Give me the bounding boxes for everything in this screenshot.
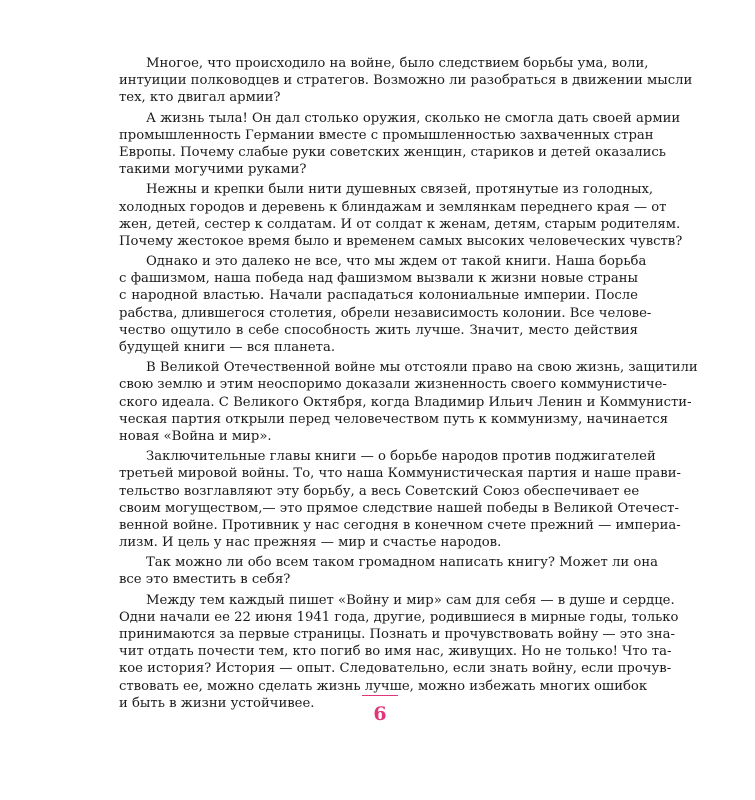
body-text bbox=[119, 55, 698, 712]
paragraph bbox=[119, 592, 679, 712]
text-line: чество ощутило в себе способность жить лучше. Значит, место действия bbox=[119, 322, 638, 338]
text-line: Между тем каждый пишет «Войну и мир» сам для себя — в душе и сердце. bbox=[146, 592, 675, 608]
page-number: 6 bbox=[373, 703, 387, 725]
text-line: все это вместить в себя? bbox=[119, 572, 291, 588]
text-line: ского идеала. С Великого Октября, когда Владимир Ильич Ленин и Коммунисти- bbox=[119, 394, 692, 410]
text-line: Заключительные главы книги — о борьбе народов против поджигателей bbox=[146, 449, 656, 465]
text-line: жен, детей, сестер к солдатам. И от солдат к женам, детям, старым родителям. bbox=[119, 216, 681, 232]
text-line: Европы. Почему слабые руки советских женщин, стариков и детей оказались bbox=[119, 144, 666, 160]
paragraph bbox=[119, 359, 698, 445]
text-line: лизм. И цель у нас прежняя — мир и счастье народов. bbox=[119, 535, 502, 551]
text-line: третьей мировой войны. То, что наша Коммунистическая партия и наше прави- bbox=[119, 466, 681, 482]
page-number-rule bbox=[362, 695, 398, 696]
text-line: и быть в жизни устойчивее. bbox=[119, 695, 315, 711]
text-line: кое история? История — опыт. Следовательно, если знать войну, если прочув- bbox=[119, 661, 672, 677]
paragraph bbox=[119, 448, 681, 551]
text-line: такими могучими руками? bbox=[119, 162, 307, 178]
text-line: чит отдать почести тем, кто погиб во имя нас, живущих. Но не только! Что та- bbox=[119, 644, 672, 660]
text-line: промышленность Германии вместе с промышленностью захваченных стран bbox=[119, 127, 654, 143]
text-line: интуиции полководцев и стратегов. Возможно ли разобраться в движении мысли bbox=[119, 73, 693, 89]
text-line: В Великой Отечественной войне мы отстояли право на свою жизнь, защитили bbox=[146, 360, 698, 376]
paragraph bbox=[119, 554, 658, 588]
paragraph bbox=[119, 181, 683, 250]
text-line: свою землю и этим неоспоримо доказали жизненность своего коммунистиче- bbox=[119, 377, 667, 393]
text-line: Так можно ли обо всем таком громадном написать книгу? Может ли она bbox=[146, 555, 658, 571]
text-line: холодных городов и деревень к блиндажам и землянкам переднего края — от bbox=[119, 199, 667, 215]
text-line: тех, кто двигал армии? bbox=[119, 90, 281, 106]
text-line: Нежны и крепки были нити душевных связей, протянутые из голодных, bbox=[146, 182, 654, 198]
text-line: А жизнь тыла! Он дал столько оружия, сколько не смогла дать своей армии bbox=[146, 110, 681, 126]
text-line: с фашизмом, наша победа над фашизмом вызвали к жизни новые страны bbox=[119, 271, 638, 287]
text-line: принимаются за первые страницы. Познать и прочувствовать войну — это зна- bbox=[119, 627, 675, 642]
paragraph bbox=[119, 110, 681, 179]
text-line: Почему жестокое время было и временем самых высоких человеческих чувств? bbox=[119, 233, 683, 249]
text-line: с народной властью. Начали распадаться колониальные империи. После bbox=[119, 288, 638, 304]
text-line: своим могуществом,— это прямое следствие нашей победы в Великой Отечест- bbox=[119, 500, 679, 516]
text-line: будущей книги — вся планета. bbox=[119, 340, 336, 355]
text-line: ческая партия открыли перед человечеством путь к коммунизму, начинается bbox=[119, 411, 669, 427]
text-line: венной войне. Противник у нас сегодня в конечном счете прежний — империа- bbox=[119, 517, 681, 533]
paragraph bbox=[119, 253, 652, 356]
text-line: Однако и это далеко не все, что мы ждем от такой книги. Наша борьба bbox=[146, 254, 647, 270]
paragraph bbox=[119, 55, 693, 107]
text-line: тельство возглавляют эту борьбу, а весь Советский Союз обеспечивает ее bbox=[119, 483, 640, 499]
text-line: Многое, что происходило на войне, было следствием борьбы ума, воли, bbox=[146, 56, 649, 71]
text-line: ствовать ее, можно сделать жизнь лучше, можно избежать многих ошибок bbox=[119, 678, 648, 694]
text-line: рабства, длившегося столетия, обрели независимость колонии. Все челове- bbox=[119, 305, 652, 321]
text-line: Одни начали ее 22 июня 1941 года, другие, родившиеся в мирные годы, только bbox=[119, 609, 679, 625]
text-line: новая «Война и мир». bbox=[119, 428, 272, 444]
